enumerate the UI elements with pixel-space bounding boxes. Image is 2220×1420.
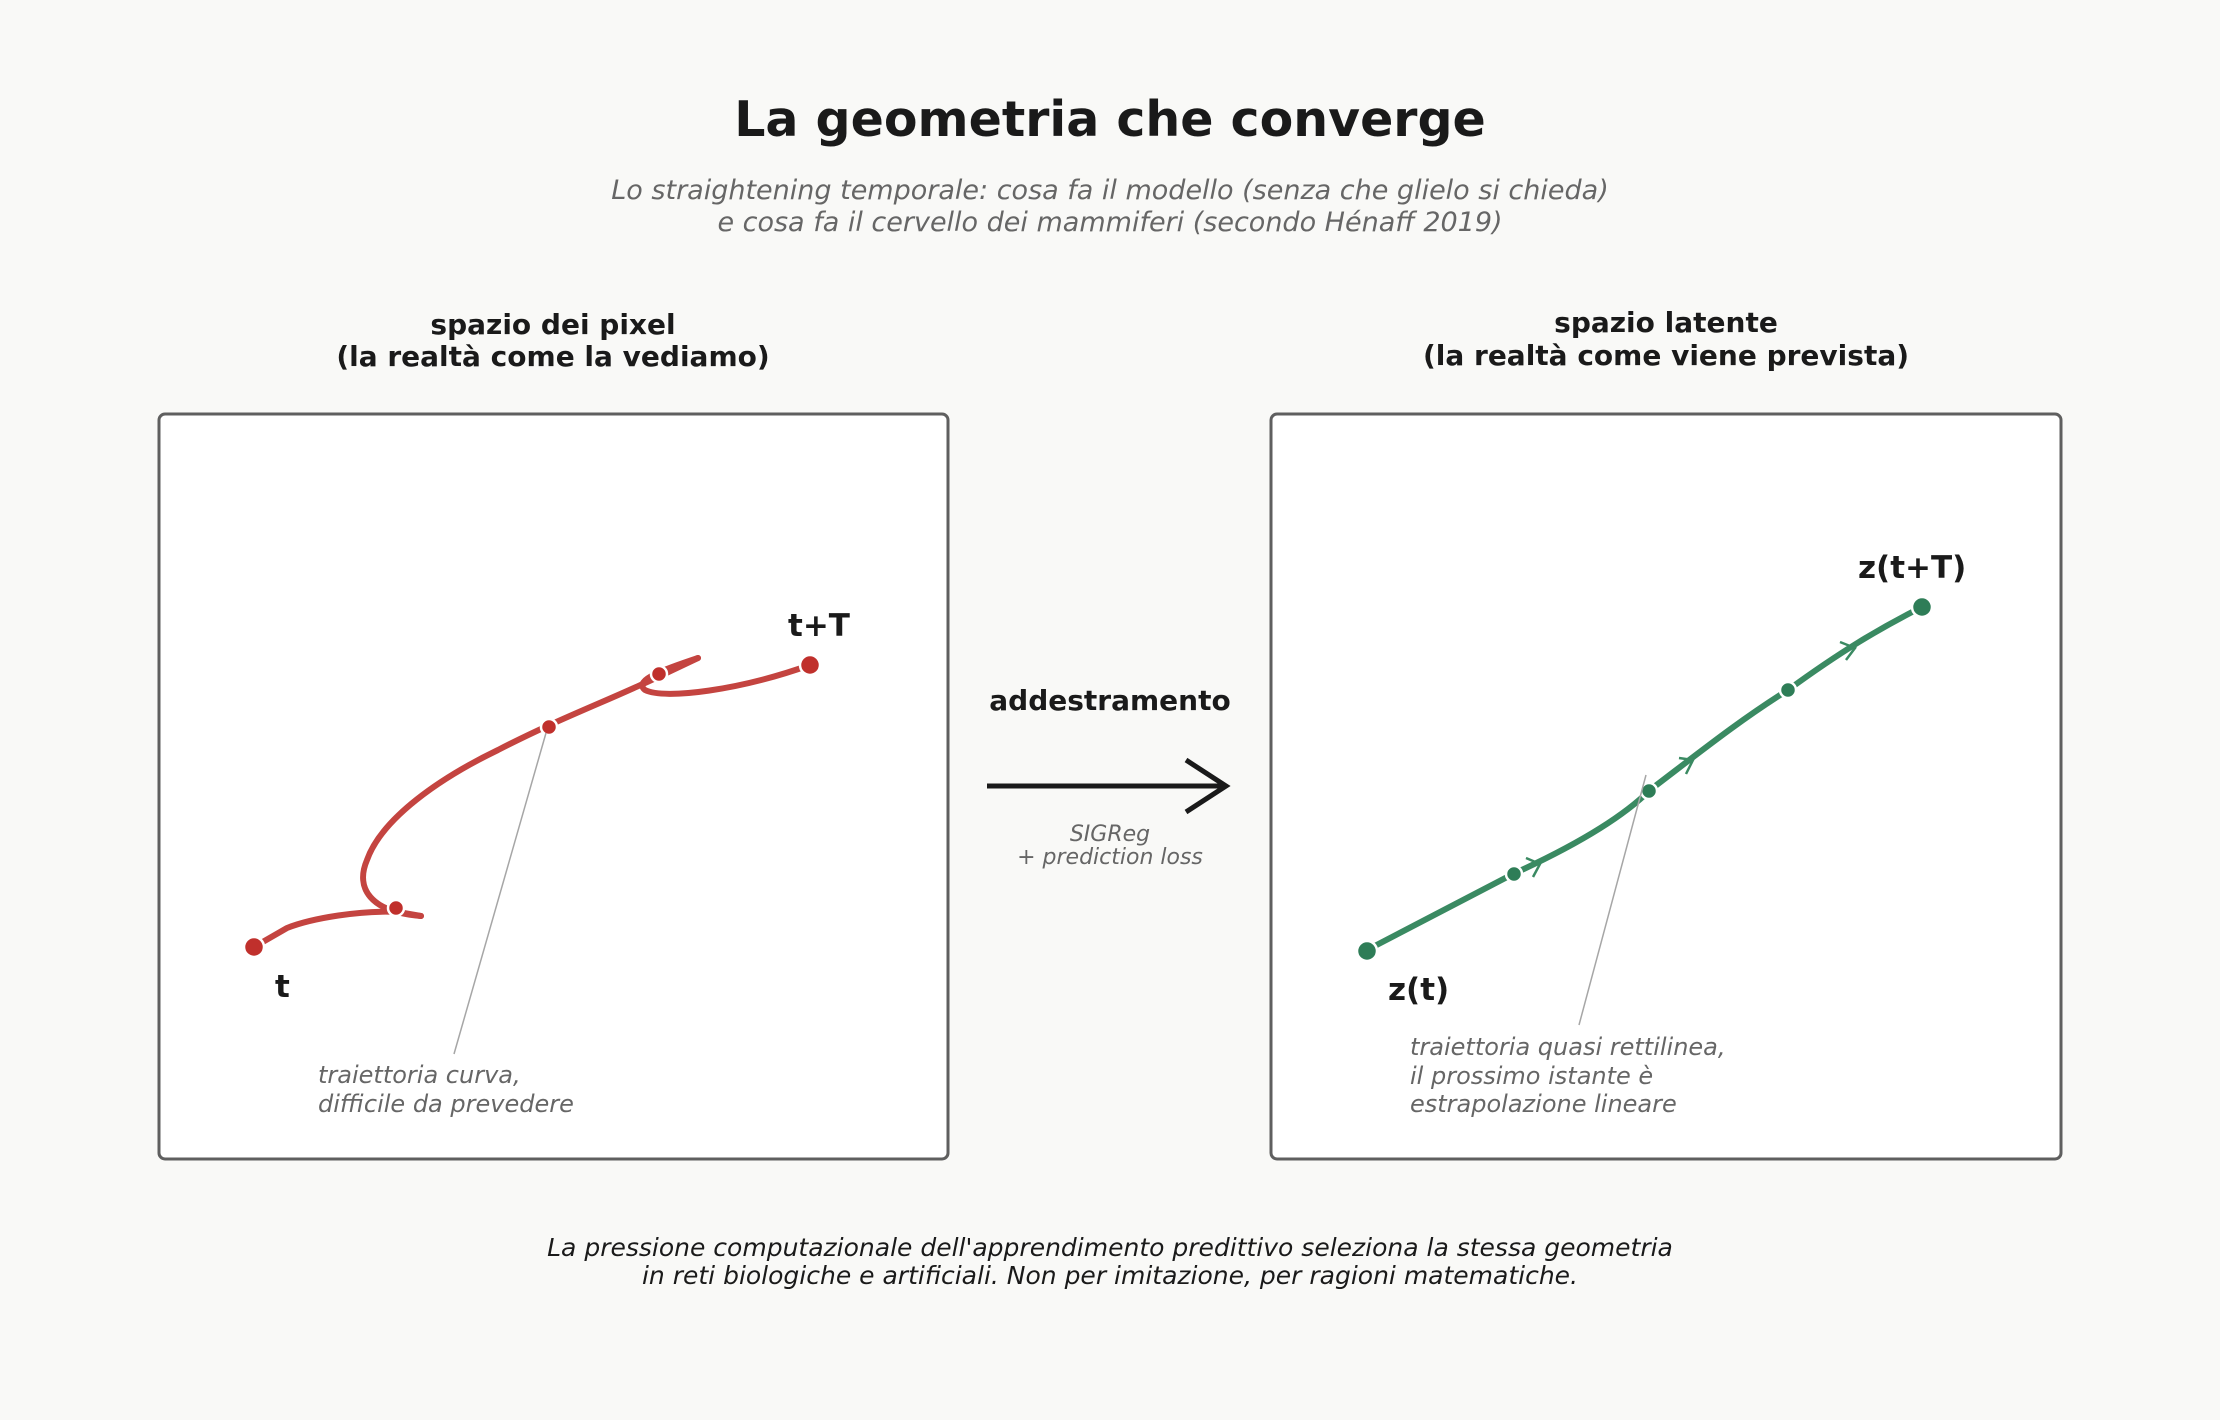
footer-line-2: in reti biologiche e artificiali. Non per imitazione, per ragioni matematiche. (641, 1261, 1579, 1290)
latent-start-point (1357, 941, 1377, 961)
latent-space-title-line-2: (la realtà come viene prevista) (1422, 339, 1910, 372)
pixel-mid-point-2 (541, 719, 557, 735)
page-title: La geometria che converge (734, 91, 1486, 148)
pixel-start-label: t (275, 969, 290, 1005)
latent-space-panel (1271, 306, 2061, 1159)
pixel-mid-point-1 (388, 900, 404, 916)
pixel-note-line-1: traiettoria curva, (318, 1061, 521, 1089)
latent-note-line-2: il prossimo istante è (1410, 1062, 1654, 1090)
pixel-space-frame (159, 414, 948, 1159)
training-arrow-label: addestramento (989, 684, 1231, 717)
pixel-end-point (800, 655, 820, 675)
pixel-space-title-line-2: (la realtà come la vediamo) (336, 340, 770, 373)
training-arrow (987, 684, 1231, 870)
training-arrow-sub-line-2: + prediction loss (1017, 845, 1203, 870)
latent-note-line-3: estrapolazione lineare (1410, 1090, 1677, 1118)
latent-start-label: z(t) (1388, 972, 1450, 1008)
latent-end-label: z(t+T) (1858, 550, 1967, 586)
latent-note-line-1: traiettoria quasi rettilinea, (1410, 1033, 1726, 1061)
latent-end-point (1912, 597, 1932, 617)
training-arrow-sub-line-1: SIGReg (1069, 822, 1151, 847)
latent-mid-point-1 (1506, 866, 1522, 882)
pixel-space-title-line-1: spazio dei pixel (430, 308, 676, 341)
subtitle-line-1: Lo straightening temporale: cosa fa il modello (senza che glielo si chieda) (611, 175, 1609, 206)
latent-space-title-line-1: spazio latente (1554, 306, 1778, 339)
subtitle-line-2: e cosa fa il cervello dei mammiferi (secondo Hénaff 2019) (717, 207, 1503, 238)
pixel-end-label: t+T (788, 608, 850, 644)
pixel-note-line-2: difficile da prevedere (318, 1090, 574, 1118)
pixel-start-point (244, 937, 264, 957)
pixel-mid-point-3 (651, 666, 667, 682)
latent-mid-point-3 (1780, 682, 1796, 698)
pixel-space-panel (159, 308, 948, 1159)
footer-line-1: La pressione computazionale dell'apprendimento predittivo seleziona la stessa geometria (547, 1233, 1673, 1262)
